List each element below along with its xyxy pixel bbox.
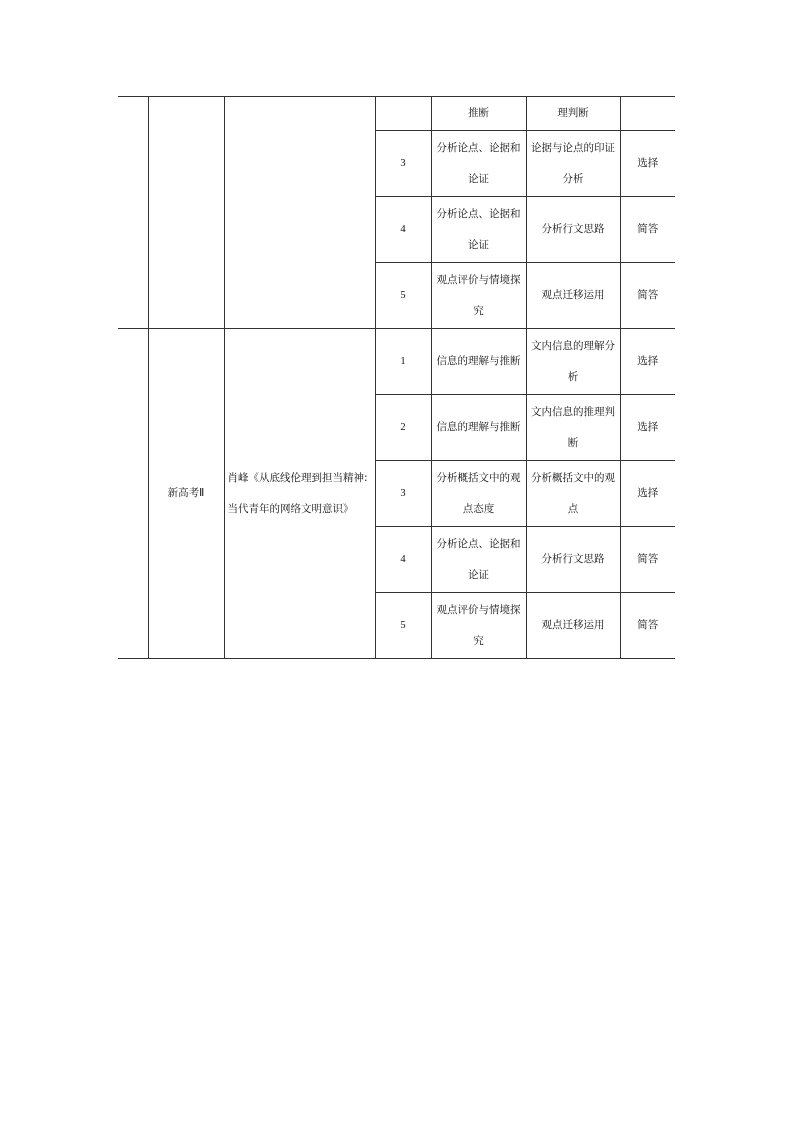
ability-cell: 分析论点、论据和论证 (431, 197, 526, 263)
question-number: 3 (375, 461, 431, 527)
point-cell: 论据与论点的印证分析 (526, 131, 620, 197)
ability-cell: 分析概括文中的观点态度 (431, 461, 526, 527)
exam-cell: 新高考Ⅱ (148, 329, 224, 659)
exam-analysis-table (118, 96, 675, 659)
question-number: 3 (375, 131, 431, 197)
question-number: 5 (375, 593, 431, 659)
question-number: 4 (375, 527, 431, 593)
ability-cell: 分析论点、论据和论证 (431, 131, 526, 197)
table-row (118, 329, 675, 395)
type-cell: 选择 (620, 329, 675, 395)
point-cell: 分析行文思路 (526, 197, 620, 263)
point-cell: 分析概括文中的观点 (526, 461, 620, 527)
ability-cell: 信息的理解与推断 (431, 329, 526, 395)
question-number: 2 (375, 395, 431, 461)
type-cell: 选择 (620, 461, 675, 527)
question-number (375, 97, 431, 131)
point-cell: 文内信息的理解分析 (526, 329, 620, 395)
point-cell: 理判断 (526, 97, 620, 131)
point-cell: 观点迁移运用 (526, 593, 620, 659)
type-cell: 简答 (620, 197, 675, 263)
ability-cell: 观点评价与情境探究 (431, 263, 526, 329)
type-cell: 选择 (620, 395, 675, 461)
point-cell: 文内信息的推理判断 (526, 395, 620, 461)
type-cell: 简答 (620, 527, 675, 593)
question-number: 1 (375, 329, 431, 395)
question-number: 4 (375, 197, 431, 263)
table-row (118, 97, 675, 131)
point-cell: 观点迁移运用 (526, 263, 620, 329)
type-cell: 简答 (620, 263, 675, 329)
ability-cell: 分析论点、论据和论证 (431, 527, 526, 593)
point-cell: 分析行文思路 (526, 527, 620, 593)
question-number: 5 (375, 263, 431, 329)
blank-cell (118, 97, 148, 329)
exam-cell (148, 97, 224, 329)
type-cell (620, 97, 675, 131)
type-cell: 选择 (620, 131, 675, 197)
ability-cell: 推断 (431, 97, 526, 131)
text-cell (224, 97, 375, 329)
ability-cell: 信息的理解与推断 (431, 395, 526, 461)
text-cell: 肖峰《从底线伦理到担当精神:当代青年的网络文明意识》 (224, 329, 375, 659)
ability-cell: 观点评价与情境探究 (431, 593, 526, 659)
blank-cell (118, 329, 148, 659)
type-cell: 简答 (620, 593, 675, 659)
